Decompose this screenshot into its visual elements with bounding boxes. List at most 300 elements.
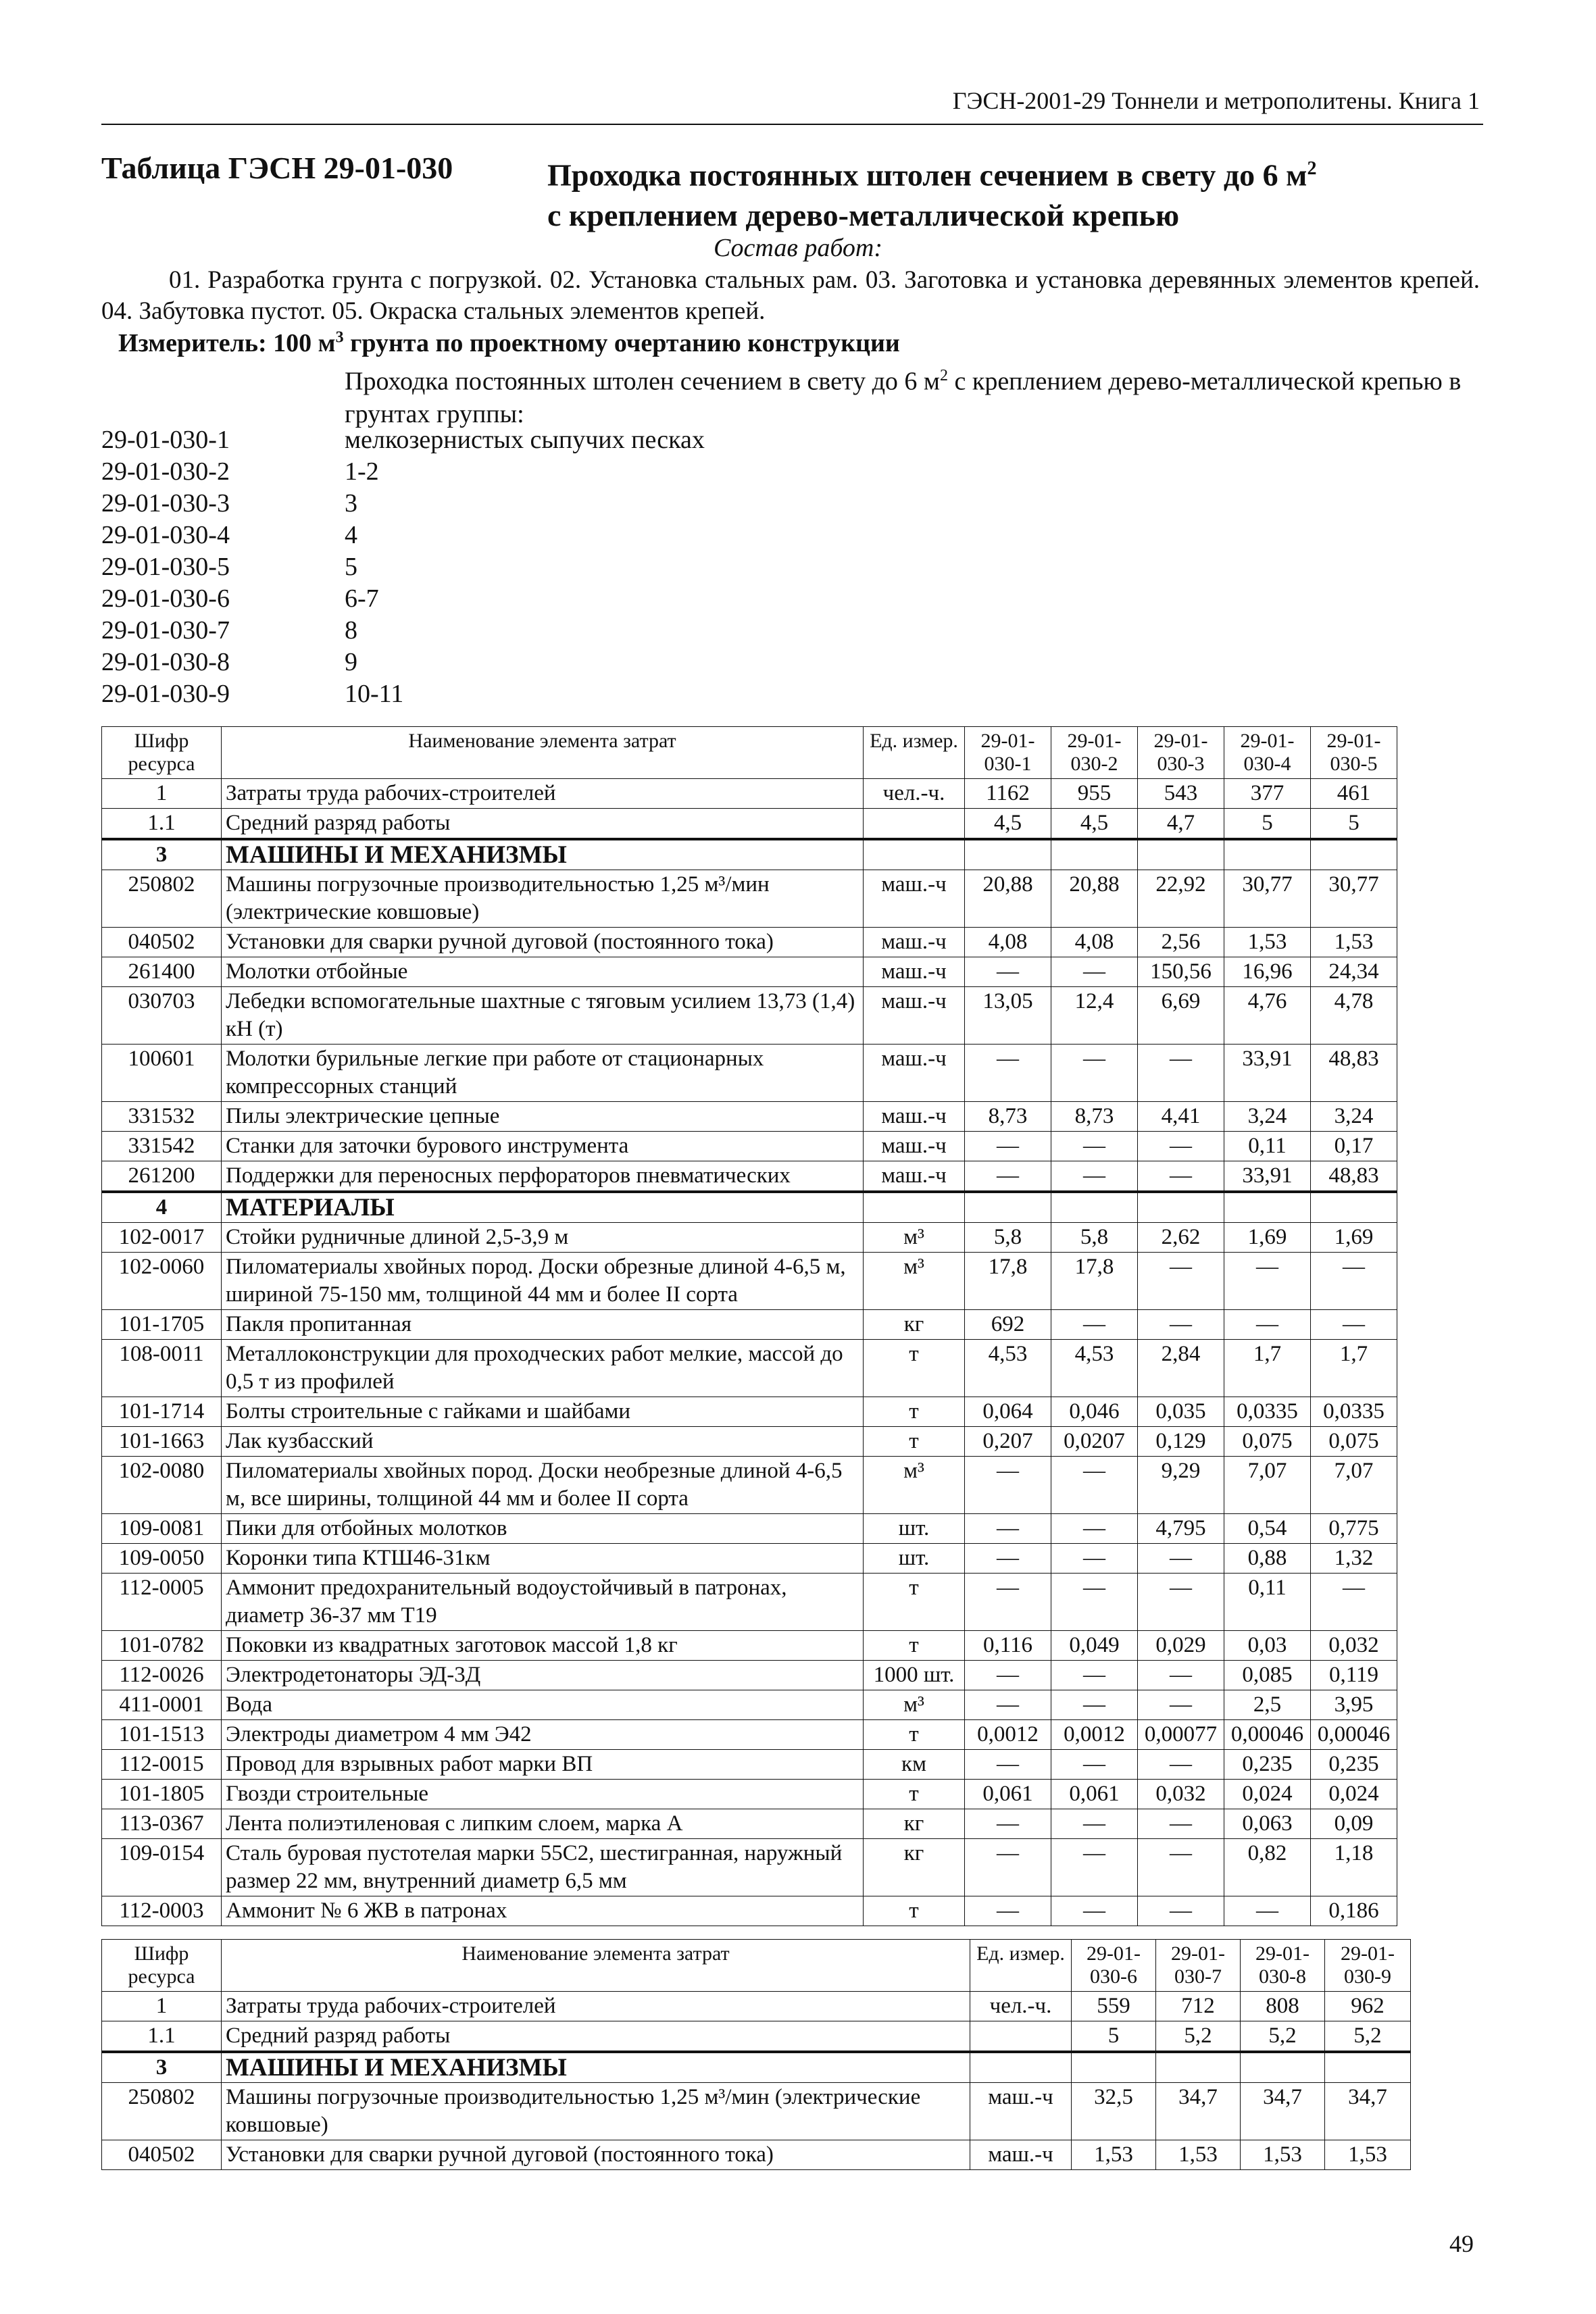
variant-code: 29-01-030-7	[101, 616, 230, 645]
cell-value: 16,96	[1224, 957, 1311, 987]
cell-value: 1,18	[1311, 1839, 1397, 1896]
cell-value: —	[1051, 1514, 1138, 1544]
variant-code: 29-01-030-1	[101, 426, 230, 454]
cell-value: 5,2	[1325, 2021, 1411, 2053]
cell-name: Болты строительные с гайками и шайбами	[222, 1397, 864, 1427]
table-row	[102, 1992, 1411, 2021]
cell-value: 12,4	[1051, 987, 1138, 1045]
cell-name: Поковки из квадратных заготовок массой 1,8 кг	[222, 1631, 864, 1661]
cell-code: 109-0081	[102, 1514, 222, 1544]
cell-value: 34,7	[1325, 2083, 1411, 2140]
cell-value	[1051, 1192, 1138, 1223]
intro-text-b: с креплением дерево-металлической крепью в грунтах группы:	[345, 367, 1462, 428]
unit-suffix: грунта по проектному очертанию конструкции	[343, 329, 900, 357]
cell-value: —	[1138, 1896, 1224, 1926]
cell-value	[1325, 2052, 1411, 2083]
cell-value: —	[1311, 1253, 1397, 1310]
cell-name: Установки для сварки ручной дуговой (постоянного тока)	[222, 928, 864, 957]
cell-value: 0,11	[1224, 1132, 1311, 1161]
cell-value: 692	[965, 1310, 1051, 1340]
table-row	[102, 809, 1397, 840]
cell-value: 5	[1311, 809, 1397, 840]
cell-value: 1,53	[1072, 2140, 1156, 2170]
cell-unit: т	[864, 1427, 965, 1457]
cell-value: —	[1138, 1574, 1224, 1631]
cell-value: 543	[1138, 779, 1224, 809]
cell-value: 1,53	[1241, 2140, 1325, 2170]
variant-item	[101, 488, 705, 520]
cell-value: 0,046	[1051, 1397, 1138, 1427]
cell-value: —	[965, 1750, 1051, 1780]
cell-unit: маш.-ч	[864, 957, 965, 987]
cell-unit	[970, 2052, 1072, 2083]
variants-intro	[345, 359, 1480, 430]
cell-unit: маш.-ч	[864, 1045, 965, 1102]
cell-value: 22,92	[1138, 870, 1224, 928]
cell-name: Стойки рудничные длиной 2,5-3,9 м	[222, 1223, 864, 1253]
cell-value: 48,83	[1311, 1045, 1397, 1102]
cell-value: —	[965, 1661, 1051, 1690]
cell-value: 1,53	[1325, 2140, 1411, 2170]
cell-value: 9,29	[1138, 1457, 1224, 1514]
cell-value: 0,03	[1224, 1631, 1311, 1661]
cell-value: 0,186	[1311, 1896, 1397, 1926]
variant-label: 1-2	[345, 457, 379, 486]
cell-name: Машины погрузочные производительностью 1,25 м³/мин (электрические ковшовые)	[222, 870, 864, 928]
variant-label: 4	[345, 521, 357, 549]
cell-value: 30,77	[1224, 870, 1311, 928]
cell-value: —	[1051, 957, 1138, 987]
cell-unit: маш.-ч	[864, 870, 965, 928]
cell-value: 962	[1325, 1992, 1411, 2021]
cell-value: 377	[1224, 779, 1311, 809]
variant-item	[101, 678, 705, 710]
table-row	[102, 1397, 1397, 1427]
cell-code: 250802	[102, 870, 222, 928]
variant-item	[101, 551, 705, 583]
header-col: 29-01-030-5	[1311, 727, 1397, 779]
resource-table-2	[101, 1939, 1411, 2170]
cell-value: —	[1311, 1574, 1397, 1631]
cell-value: 0,00046	[1224, 1720, 1311, 1750]
table-row	[102, 1132, 1397, 1161]
cell-value: 0,0335	[1224, 1397, 1311, 1427]
page-number: 49	[1449, 2230, 1474, 2257]
table-row	[102, 1045, 1397, 1102]
cell-value	[1051, 839, 1138, 870]
cell-value	[1224, 1192, 1311, 1223]
cell-value: 2,56	[1138, 928, 1224, 957]
cell-value: 0,0012	[965, 1720, 1051, 1750]
variant-label: мелкозернистых сыпучих песках	[345, 426, 705, 454]
cell-value	[1224, 839, 1311, 870]
unit-of-measure	[118, 328, 900, 358]
cell-value: 4,41	[1138, 1102, 1224, 1132]
cell-name: Затраты труда рабочих-строителей	[222, 779, 864, 809]
cell-value: 0,17	[1311, 1132, 1397, 1161]
header-col: 29-01-030-4	[1224, 727, 1311, 779]
running-header: ГЭСН-2001-29 Тоннели и метрополитены. Книга 1	[952, 87, 1480, 114]
table-row	[102, 1661, 1397, 1690]
cell-value: —	[1051, 1839, 1138, 1896]
table-row	[102, 1223, 1397, 1253]
table-row	[102, 2083, 1411, 2140]
cell-value: 24,34	[1311, 957, 1397, 987]
header-unit: Ед. измер.	[864, 727, 965, 779]
table-row	[102, 1574, 1397, 1631]
header-col: 29-01-030-6	[1072, 1940, 1156, 1992]
cell-value: 8,73	[965, 1102, 1051, 1132]
cell-code: 112-0026	[102, 1661, 222, 1690]
header-name: Наименование элемента затрат	[222, 727, 864, 779]
cell-name: Коронки типа КТШ46-31км	[222, 1544, 864, 1574]
cell-value: 1,69	[1311, 1223, 1397, 1253]
cell-value: 8,73	[1051, 1102, 1138, 1132]
cell-unit: т	[864, 1631, 965, 1661]
cell-value: 7,07	[1311, 1457, 1397, 1514]
unit-prefix: Измеритель: 100 м	[118, 329, 336, 357]
cell-name: Пиломатериалы хвойных пород. Доски обрезные длиной 4-6,5 м, шириной 75-150 мм, толщиной 44 мм и более II сорта	[222, 1253, 864, 1310]
cell-value: —	[1224, 1253, 1311, 1310]
cell-value: —	[1138, 1544, 1224, 1574]
variant-code: 29-01-030-9	[101, 680, 230, 708]
cell-unit	[864, 809, 965, 840]
cell-value: 0,0012	[1051, 1720, 1138, 1750]
cell-value: 0,075	[1224, 1427, 1311, 1457]
cell-unit: т	[864, 1780, 965, 1809]
table-title-line2: с креплением дерево-металлической крепью	[547, 198, 1180, 233]
cell-name: Пилы электрические цепные	[222, 1102, 864, 1132]
cell-value: —	[1138, 1045, 1224, 1102]
cell-name: Затраты труда рабочих-строителей	[222, 1992, 970, 2021]
table-row	[102, 1340, 1397, 1397]
cell-value: 34,7	[1241, 2083, 1325, 2140]
variant-item	[101, 583, 705, 615]
cell-value: 4,5	[965, 809, 1051, 840]
cell-value: 4,78	[1311, 987, 1397, 1045]
cell-value	[1072, 2052, 1156, 2083]
cell-unit: маш.-ч	[864, 1132, 965, 1161]
cell-value: 0,207	[965, 1427, 1051, 1457]
table-row	[102, 1310, 1397, 1340]
table-title-sup: 2	[1307, 158, 1317, 179]
cell-value: 30,77	[1311, 870, 1397, 928]
cell-value: 0,54	[1224, 1514, 1311, 1544]
cell-code: 1	[102, 779, 222, 809]
cell-value: 0,09	[1311, 1809, 1397, 1839]
table-title	[547, 149, 1493, 236]
works-list: 01. Разработка грунта с погрузкой. 02. Установка стальных рам. 03. Заготовка и установка деревянных элементов крепей. 04. Забутовка пустот. 05. Окраска стальных элементов крепей.	[101, 266, 1480, 325]
section-row	[102, 839, 1397, 870]
header-col: 29-01-030-2	[1051, 727, 1138, 779]
section-row	[102, 1192, 1397, 1223]
header-code: Шифр ресурса	[102, 727, 222, 779]
cell-code: 101-0782	[102, 1631, 222, 1661]
cell-code: 113-0367	[102, 1809, 222, 1839]
cell-name: Пиломатериалы хвойных пород. Доски необрезные длиной 4-6,5 м, все ширины, толщиной 44 мм и более II сорта	[222, 1457, 864, 1514]
cell-value: —	[965, 1045, 1051, 1102]
cell-code: 101-1714	[102, 1397, 222, 1427]
cell-name: Вода	[222, 1690, 864, 1720]
cell-unit: м³	[864, 1253, 965, 1310]
cell-code: 4	[102, 1192, 222, 1223]
cell-value	[1311, 839, 1397, 870]
cell-unit: т	[864, 1574, 965, 1631]
cell-value: 4,795	[1138, 1514, 1224, 1544]
variant-label: 3	[345, 489, 357, 518]
table-row	[102, 1631, 1397, 1661]
cell-name: Аммонит № 6 ЖВ в патронах	[222, 1896, 864, 1926]
cell-unit: маш.-ч	[864, 987, 965, 1045]
cell-value: —	[1051, 1896, 1138, 1926]
cell-code: 109-0154	[102, 1839, 222, 1896]
cell-code: 261200	[102, 1161, 222, 1192]
table-row	[102, 1896, 1397, 1926]
cell-value: 17,8	[1051, 1253, 1138, 1310]
cell-value: 6,69	[1138, 987, 1224, 1045]
cell-value: —	[965, 957, 1051, 987]
cell-unit	[864, 1192, 965, 1223]
cell-value: 0,00077	[1138, 1720, 1224, 1750]
cell-code: 411-0001	[102, 1690, 222, 1720]
cell-value: —	[1311, 1310, 1397, 1340]
cell-value: —	[1138, 1253, 1224, 1310]
cell-code: 331532	[102, 1102, 222, 1132]
cell-code: 1.1	[102, 809, 222, 840]
cell-value: 2,5	[1224, 1690, 1311, 1720]
cell-unit: маш.-ч	[970, 2140, 1072, 2170]
cell-value: 4,53	[1051, 1340, 1138, 1397]
cell-value: 0,119	[1311, 1661, 1397, 1690]
composition-label: Состав работ:	[713, 234, 883, 262]
cell-value: 0,061	[965, 1780, 1051, 1809]
cell-value: 808	[1241, 1992, 1325, 2021]
cell-code: 101-1663	[102, 1427, 222, 1457]
cell-value: 0,049	[1051, 1631, 1138, 1661]
cell-name: Молотки отбойные	[222, 957, 864, 987]
cell-unit: т	[864, 1896, 965, 1926]
cell-value: 712	[1156, 1992, 1241, 2021]
cell-value: 1,53	[1311, 928, 1397, 957]
cell-value: —	[1138, 1750, 1224, 1780]
cell-unit: шт.	[864, 1544, 965, 1574]
cell-value: 5	[1224, 809, 1311, 840]
cell-code: 261400	[102, 957, 222, 987]
cell-name: Установки для сварки ручной дуговой (постоянного тока)	[222, 2140, 970, 2170]
header-col: 29-01-030-9	[1325, 1940, 1411, 1992]
cell-value: —	[1051, 1809, 1138, 1839]
cell-value: 32,5	[1072, 2083, 1156, 2140]
cell-value: —	[1138, 1839, 1224, 1896]
variant-code: 29-01-030-2	[101, 457, 230, 486]
table-row	[102, 1839, 1397, 1896]
cell-value: —	[1051, 1750, 1138, 1780]
cell-value: 0,00046	[1311, 1720, 1397, 1750]
cell-value: —	[965, 1574, 1051, 1631]
cell-value: 4,76	[1224, 987, 1311, 1045]
cell-unit: т	[864, 1397, 965, 1427]
cell-code: 112-0005	[102, 1574, 222, 1631]
variant-item	[101, 456, 705, 488]
header-unit: Ед. измер.	[970, 1940, 1072, 1992]
cell-value: 48,83	[1311, 1161, 1397, 1192]
cell-value: 1,53	[1156, 2140, 1241, 2170]
variant-code: 29-01-030-3	[101, 489, 230, 518]
cell-unit: т	[864, 1720, 965, 1750]
cell-unit: 1000 шт.	[864, 1661, 965, 1690]
cell-value: 0,075	[1311, 1427, 1397, 1457]
cell-value: 0,063	[1224, 1809, 1311, 1839]
cell-name: Электродетонаторы ЭД-3Д	[222, 1661, 864, 1690]
cell-code: 101-1705	[102, 1310, 222, 1340]
cell-value: 4,7	[1138, 809, 1224, 840]
cell-value: —	[965, 1809, 1051, 1839]
cell-value	[1156, 2052, 1241, 2083]
cell-value: —	[1051, 1457, 1138, 1514]
cell-code: 101-1513	[102, 1720, 222, 1750]
cell-code: 3	[102, 839, 222, 870]
cell-value: 0,064	[965, 1397, 1051, 1427]
cell-value: 5,8	[1051, 1223, 1138, 1253]
cell-name: МАШИНЫ И МЕХАНИЗМЫ	[222, 839, 864, 870]
cell-value: 13,05	[965, 987, 1051, 1045]
table-row	[102, 957, 1397, 987]
variant-code: 29-01-030-8	[101, 648, 230, 676]
cell-code: 250802	[102, 2083, 222, 2140]
cell-code: 112-0015	[102, 1750, 222, 1780]
table-row	[102, 779, 1397, 809]
resource-table-1	[101, 726, 1397, 1926]
cell-value: —	[1138, 1690, 1224, 1720]
cell-value: 0,032	[1138, 1780, 1224, 1809]
cell-value: —	[1051, 1132, 1138, 1161]
cell-value: —	[1051, 1045, 1138, 1102]
cell-value: 5	[1072, 2021, 1156, 2053]
cell-name: Пакля пропитанная	[222, 1310, 864, 1340]
cell-value: 1,69	[1224, 1223, 1311, 1253]
cell-value: 0,085	[1224, 1661, 1311, 1690]
table-row	[102, 928, 1397, 957]
table-row	[102, 1102, 1397, 1132]
cell-unit: т	[864, 1340, 965, 1397]
variant-item	[101, 647, 705, 678]
cell-value: 5,2	[1241, 2021, 1325, 2053]
cell-name: Лебедки вспомогательные шахтные с тяговым усилием 13,73 (1,4) кН (т)	[222, 987, 864, 1045]
cell-unit: кг	[864, 1809, 965, 1839]
cell-value: 5,2	[1156, 2021, 1241, 2053]
table-row	[102, 1780, 1397, 1809]
cell-unit: км	[864, 1750, 965, 1780]
header-col: 29-01-030-8	[1241, 1940, 1325, 1992]
cell-name: Станки для заточки бурового инструмента	[222, 1132, 864, 1161]
header-name: Наименование элемента затрат	[222, 1940, 970, 1992]
cell-value: —	[965, 1514, 1051, 1544]
cell-value: —	[965, 1161, 1051, 1192]
cell-name: Аммонит предохранительный водоустойчивый в патронах, диаметр 36-37 мм Т19	[222, 1574, 864, 1631]
cell-value	[965, 839, 1051, 870]
cell-value	[1138, 839, 1224, 870]
cell-value: —	[1138, 1161, 1224, 1192]
cell-code: 112-0003	[102, 1896, 222, 1926]
table-row	[102, 2021, 1411, 2053]
table-row	[102, 1427, 1397, 1457]
cell-value: 20,88	[1051, 870, 1138, 928]
variant-item	[101, 424, 705, 456]
cell-value: 0,061	[1051, 1780, 1138, 1809]
cell-value: —	[1051, 1574, 1138, 1631]
cell-name: Сталь буровая пустотелая марки 55С2, шестигранная, наружный размер 22 мм, внутренний диаметр 6,5 мм	[222, 1839, 864, 1896]
cell-name: Лента полиэтиленовая с липким слоем, марка А	[222, 1809, 864, 1839]
cell-value	[1138, 1192, 1224, 1223]
variant-code: 29-01-030-5	[101, 553, 230, 581]
cell-name: Средний разряд работы	[222, 809, 864, 840]
table-row	[102, 1809, 1397, 1839]
cell-value: —	[965, 1544, 1051, 1574]
cell-value: 0,0335	[1311, 1397, 1397, 1427]
table-row	[102, 1720, 1397, 1750]
cell-unit: чел.-ч.	[864, 779, 965, 809]
cell-code: 040502	[102, 2140, 222, 2170]
cell-code: 102-0017	[102, 1223, 222, 1253]
variants-list	[101, 424, 705, 710]
variant-item	[101, 615, 705, 647]
cell-name: Гвозди строительные	[222, 1780, 864, 1809]
cell-value: —	[965, 1839, 1051, 1896]
cell-value: 0,035	[1138, 1397, 1224, 1427]
cell-value: 33,91	[1224, 1161, 1311, 1192]
cell-name: Провод для взрывных работ марки ВП	[222, 1750, 864, 1780]
cell-unit: м³	[864, 1690, 965, 1720]
cell-unit: маш.-ч	[970, 2083, 1072, 2140]
cell-code: 040502	[102, 928, 222, 957]
header-col: 29-01-030-7	[1156, 1940, 1241, 1992]
cell-value: 0,82	[1224, 1839, 1311, 1896]
cell-code: 108-0011	[102, 1340, 222, 1397]
intro-sup: 2	[939, 367, 948, 384]
cell-unit: чел.-ч.	[970, 1992, 1072, 2021]
cell-value	[1311, 1192, 1397, 1223]
variant-code: 29-01-030-4	[101, 521, 230, 549]
cell-name: МАТЕРИАЛЫ	[222, 1192, 864, 1223]
cell-value: 33,91	[1224, 1045, 1311, 1102]
cell-unit: маш.-ч	[864, 928, 965, 957]
cell-value: 0,024	[1224, 1780, 1311, 1809]
cell-code: 100601	[102, 1045, 222, 1102]
cell-value: —	[1051, 1544, 1138, 1574]
cell-value: 955	[1051, 779, 1138, 809]
table-title-line1: Проходка постоянных штолен сечением в свету до 6 м	[547, 157, 1307, 193]
cell-value: 461	[1311, 779, 1397, 809]
header-col: 29-01-030-3	[1138, 727, 1224, 779]
cell-code: 109-0050	[102, 1544, 222, 1574]
cell-value: —	[1224, 1896, 1311, 1926]
cell-value: 0,129	[1138, 1427, 1224, 1457]
cell-unit: маш.-ч	[864, 1161, 965, 1192]
cell-value: 5,8	[965, 1223, 1051, 1253]
cell-code: 1.1	[102, 2021, 222, 2053]
cell-value: 1162	[965, 779, 1051, 809]
cell-value: 0,775	[1311, 1514, 1397, 1544]
cell-value: —	[1224, 1310, 1311, 1340]
cell-value: 2,84	[1138, 1340, 1224, 1397]
table-row	[102, 1690, 1397, 1720]
cell-value: 1,53	[1224, 928, 1311, 957]
cell-code: 102-0060	[102, 1253, 222, 1310]
cell-value: 2,62	[1138, 1223, 1224, 1253]
cell-name: Металлоконструкции для проходческих работ мелкие, массой до 0,5 т из профилей	[222, 1340, 864, 1397]
cell-value: 0,024	[1311, 1780, 1397, 1809]
variant-label: 5	[345, 553, 357, 581]
